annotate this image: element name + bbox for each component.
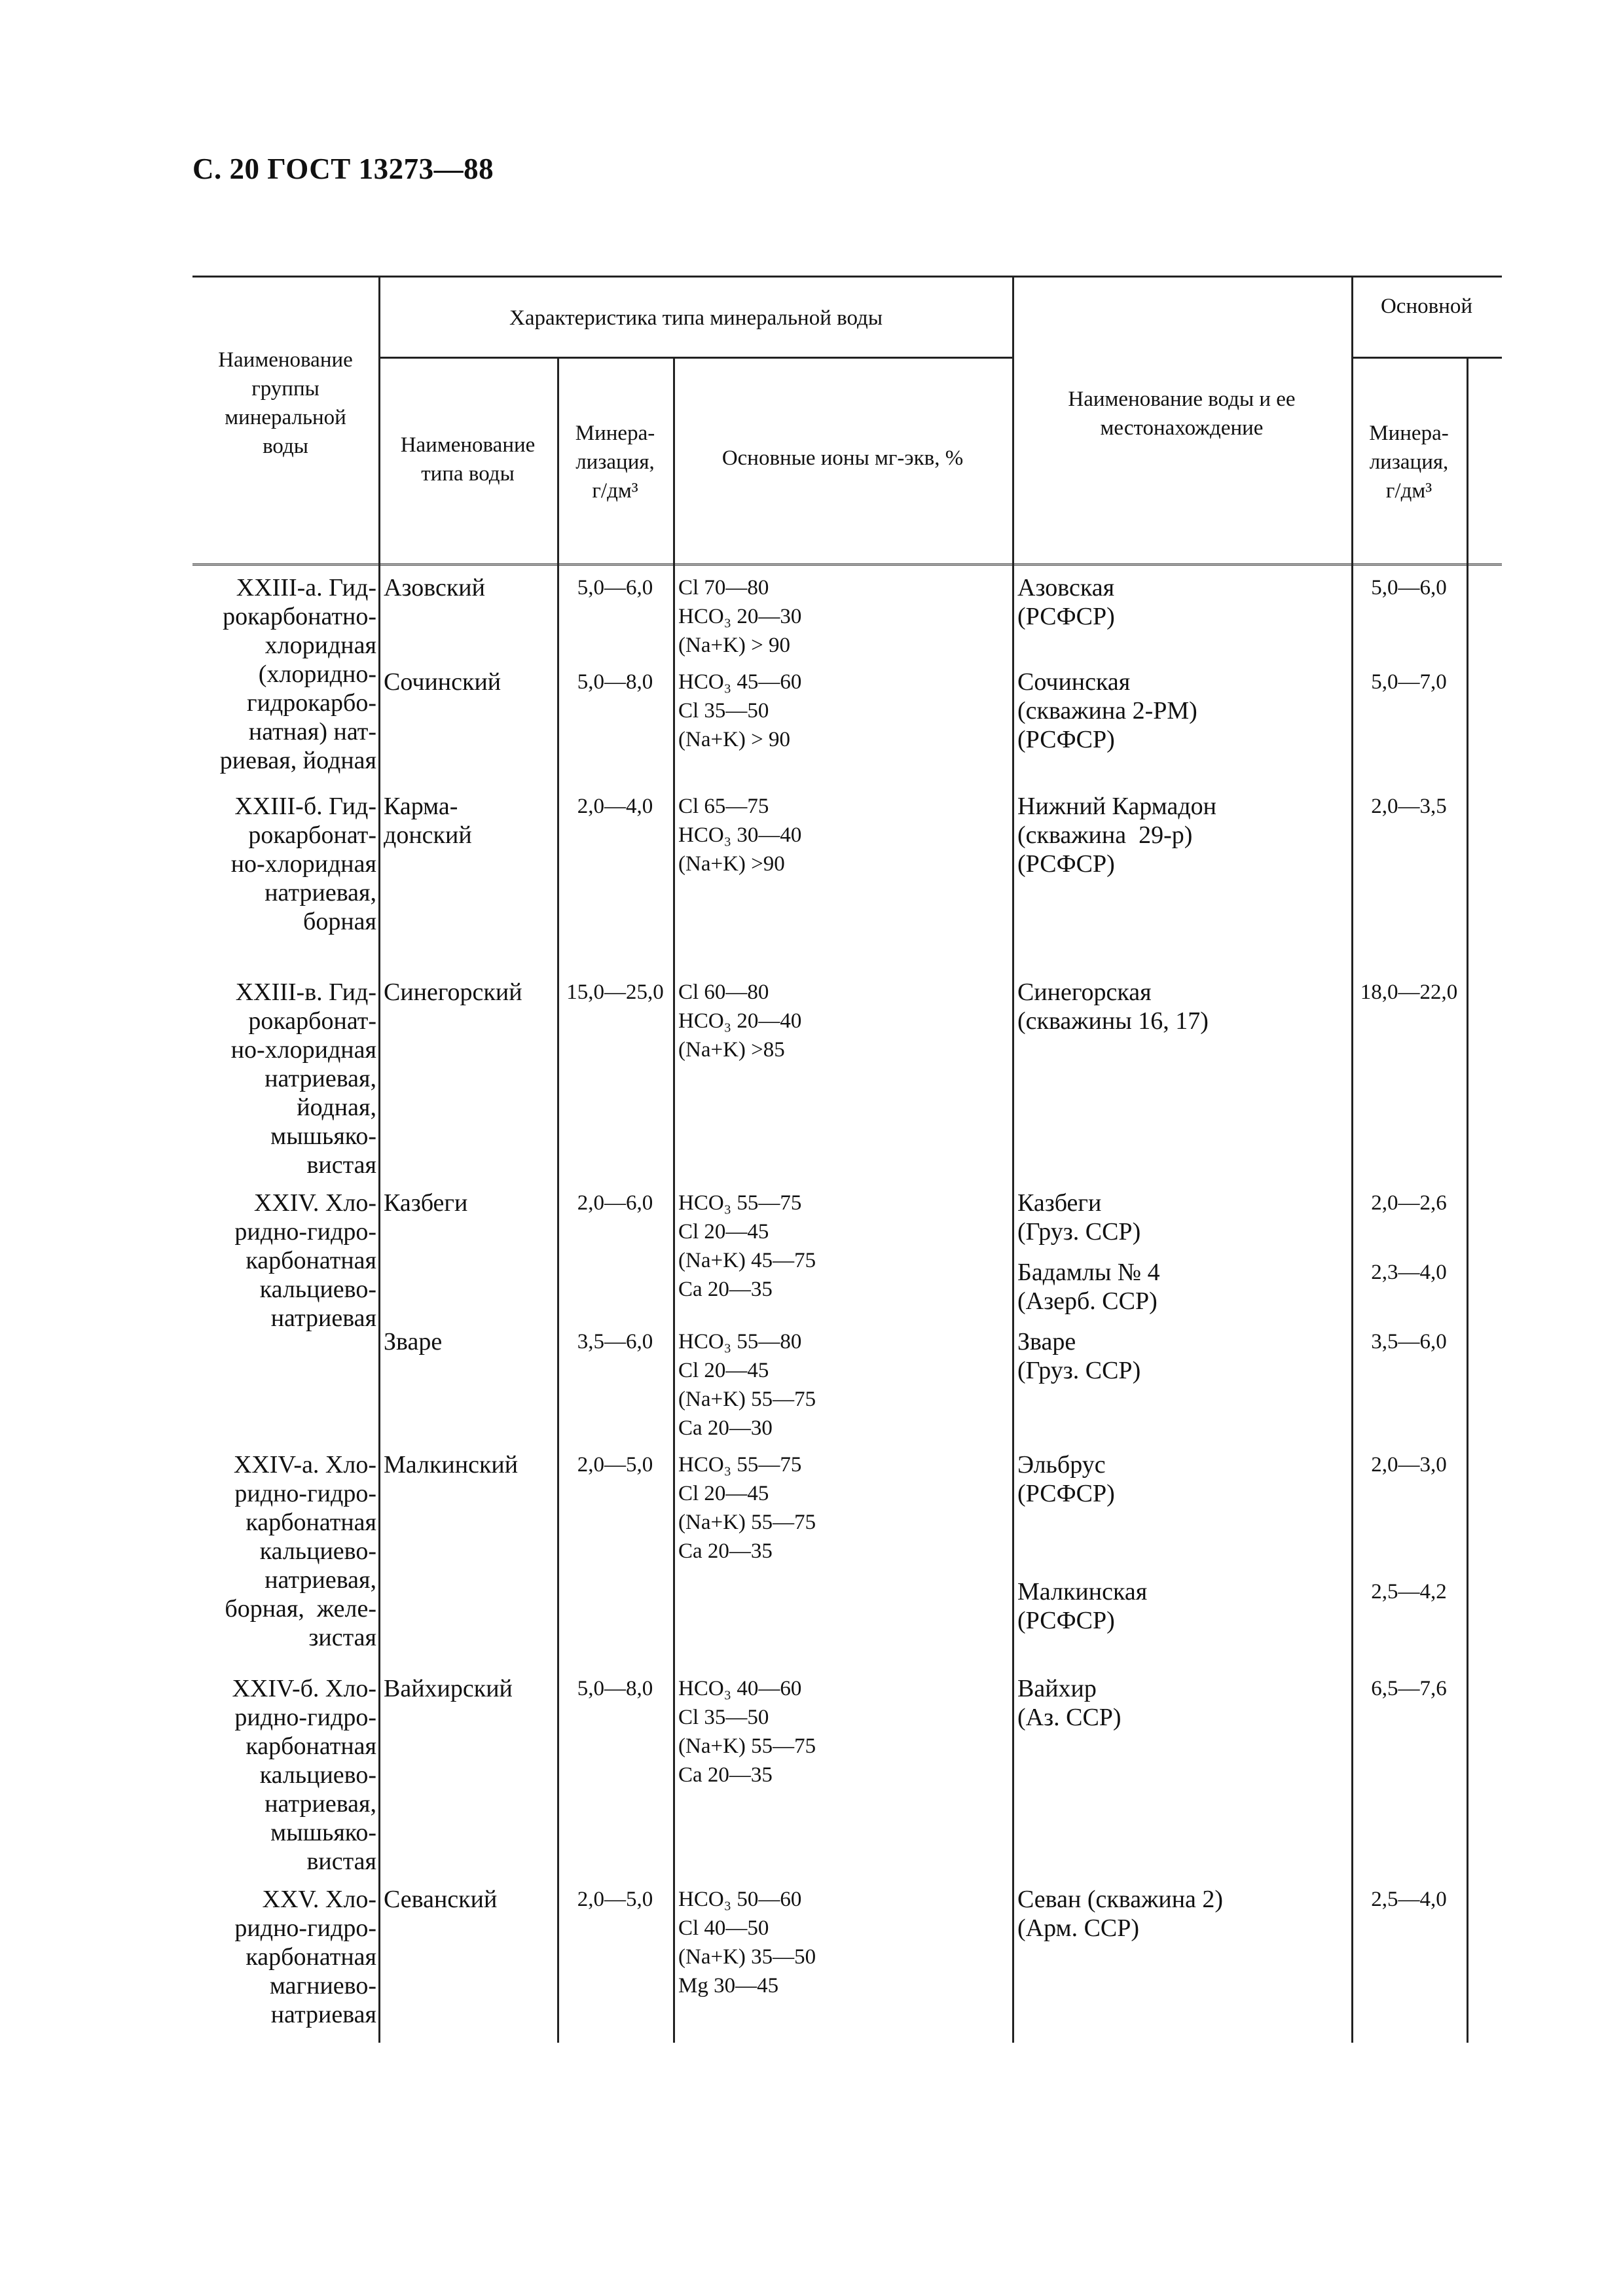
ions-cell: HCO₃ 50—60 Cl 40—50 (Na+K) 35—50 Mg 30—45 <box>678 1888 816 1998</box>
ions-cell: Cl 60—80 HCO₃ 20—40 (Na+K) >85 <box>678 980 802 1062</box>
water-name-cell: Синегорская (скважины 16, 17) <box>1017 978 1209 1035</box>
type-min-cell: 15,0—25,0 <box>566 980 664 1004</box>
type-name-cell: Зваре <box>384 1328 443 1355</box>
water-name-cell: Эльбрус (РСФСР) <box>1017 1451 1115 1507</box>
water-name-cell: Казбеги (Груз. ССР) <box>1017 1189 1141 1246</box>
header-bottom-rule <box>192 564 1502 569</box>
col-rule-1 <box>378 276 380 2043</box>
water-name-cell: Зваре (Груз. ССР) <box>1017 1328 1141 1384</box>
ions-cell: Cl 65—75 HCO₃ 30—40 (Na+K) >90 <box>678 795 802 876</box>
water-min-cell: 2,5—4,0 <box>1371 1888 1447 1911</box>
page-header: С. 20 ГОСТ 13273—88 <box>192 152 494 185</box>
type-name-cell: Малкинский <box>384 1451 519 1479</box>
water-min-cell: 6,5—7,6 <box>1371 1677 1447 1700</box>
type-min-cell: 5,0—8,0 <box>577 670 653 694</box>
col-rule-6 <box>1467 357 1468 2043</box>
group-cell: XXIII-б. Гид- рокарбонат- но-хлоридная натриевая, борная <box>230 793 376 935</box>
water-name-cell: Нижний Кармадон (скважина 29-р) (РСФСР) <box>1017 793 1216 878</box>
type-name-cell: Карма- донский <box>384 793 472 849</box>
th-mineralization: Минера- лизация, г/дм³ <box>575 422 655 503</box>
table-top-rule <box>192 276 1502 278</box>
th-type-name: Наименование типа воды <box>400 433 536 486</box>
type-name-cell: Вайхирский <box>384 1675 513 1702</box>
type-min-cell: 5,0—6,0 <box>577 576 653 600</box>
ions-cell: HCO₃ 55—75 Cl 20—45 (Na+K) 55—75 Ca 20—35 <box>678 1453 816 1563</box>
water-min-cell: 2,0—2,6 <box>1371 1191 1447 1215</box>
water-name-cell: Вайхир (Аз. ССР) <box>1017 1675 1122 1731</box>
type-min-cell: 2,0—5,0 <box>577 1453 653 1477</box>
col-rule-4 <box>1012 276 1014 2043</box>
th-group: Наименование группы минеральной воды <box>218 348 353 458</box>
th-main: Основной <box>1380 295 1473 318</box>
water-min-cell: 2,0—3,0 <box>1371 1453 1447 1477</box>
type-min-cell: 2,0—5,0 <box>577 1888 653 1911</box>
subheader-rule-left <box>378 357 1013 359</box>
th-ions: Основные ионы мг-экв, % <box>721 446 964 470</box>
water-name-cell: Сочинская (скважина 2-РМ) (РСФСР) <box>1017 668 1197 753</box>
col-rule-5 <box>1351 276 1353 2043</box>
ions-cell: HCO₃ 40—60 Cl 35—50 (Na+K) 55—75 Ca 20—35 <box>678 1677 816 1787</box>
ions-cell: Cl 70—80 HCO₃ 20—30 (Na+K) > 90 <box>678 576 802 657</box>
group-cell: XXIII-а. Гид- рокарбонатно- хлоридная (хлоридно- гидрокарбо- натная) нат- риевая, йодная <box>219 574 376 774</box>
group-cell: XXIII-в. Гид- рокарбонат- но-хлоридная натриевая, йодная, мышьяко- вистая <box>230 978 376 1179</box>
ions-cell: HCO₃ 55—80 Cl 20—45 (Na+K) 55—75 Ca 20—30 <box>678 1330 816 1440</box>
group-cell: XXIV. Хло- ридно-гидро- карбонатная кальциево- натриевая <box>234 1189 376 1332</box>
type-name-cell: Казбеги <box>384 1189 468 1217</box>
type-name-cell: Синегорский <box>384 978 522 1006</box>
water-min-cell: 5,0—7,0 <box>1371 670 1447 694</box>
col-rule-3 <box>673 357 675 2043</box>
type-min-cell: 3,5—6,0 <box>577 1330 653 1354</box>
type-name-cell: Азовский <box>384 574 485 601</box>
water-name-cell: Азовская (РСФСР) <box>1017 574 1115 630</box>
group-cell: XXV. Хло- ридно-гидро- карбонатная магниево- натриевая <box>234 1886 376 2028</box>
th-characteristic: Характеристика типа минеральной воды <box>509 306 883 330</box>
water-min-cell: 18,0—22,0 <box>1360 980 1458 1004</box>
subheader-rule-right <box>1351 357 1502 359</box>
type-min-cell: 5,0—8,0 <box>577 1677 653 1700</box>
water-min-cell: 5,0—6,0 <box>1371 576 1447 600</box>
group-cell: XXIV-б. Хло- ридно-гидро- карбонатная кальциево- натриевая, мышьяко- вистая <box>232 1675 376 1875</box>
water-min-cell: 3,5—6,0 <box>1371 1330 1447 1354</box>
type-name-cell: Севанский <box>384 1886 498 1913</box>
th-water-name: Наименование воды и ее местонахождение <box>1068 387 1296 440</box>
water-name-cell: Севан (скважина 2) (Арм. ССР) <box>1017 1886 1224 1942</box>
type-min-cell: 2,0—4,0 <box>577 795 653 818</box>
ions-cell: HCO₃ 55—75 Cl 20—45 (Na+K) 45—75 Ca 20—35 <box>678 1191 816 1301</box>
group-cell: XXIV-а. Хло- ридно-гидро- карбонатная кальциево- натриевая, борная, желе- зистая <box>225 1451 376 1651</box>
ions-cell: HCO₃ 45—60 Cl 35—50 (Na+K) > 90 <box>678 670 802 751</box>
water-min-cell: 2,0—3,5 <box>1371 795 1447 818</box>
water-min-cell: 2,3—4,0 <box>1371 1261 1447 1284</box>
water-min-cell: 2,5—4,2 <box>1371 1580 1447 1604</box>
th-main-mineralization: Минера- лизация, г/дм³ <box>1369 422 1449 503</box>
type-name-cell: Сочинский <box>384 668 501 696</box>
water-name-cell: Бадамлы № 4 (Азерб. ССР) <box>1017 1259 1160 1315</box>
water-name-cell: Малкинская (РСФСР) <box>1017 1578 1148 1634</box>
type-min-cell: 2,0—6,0 <box>577 1191 653 1215</box>
